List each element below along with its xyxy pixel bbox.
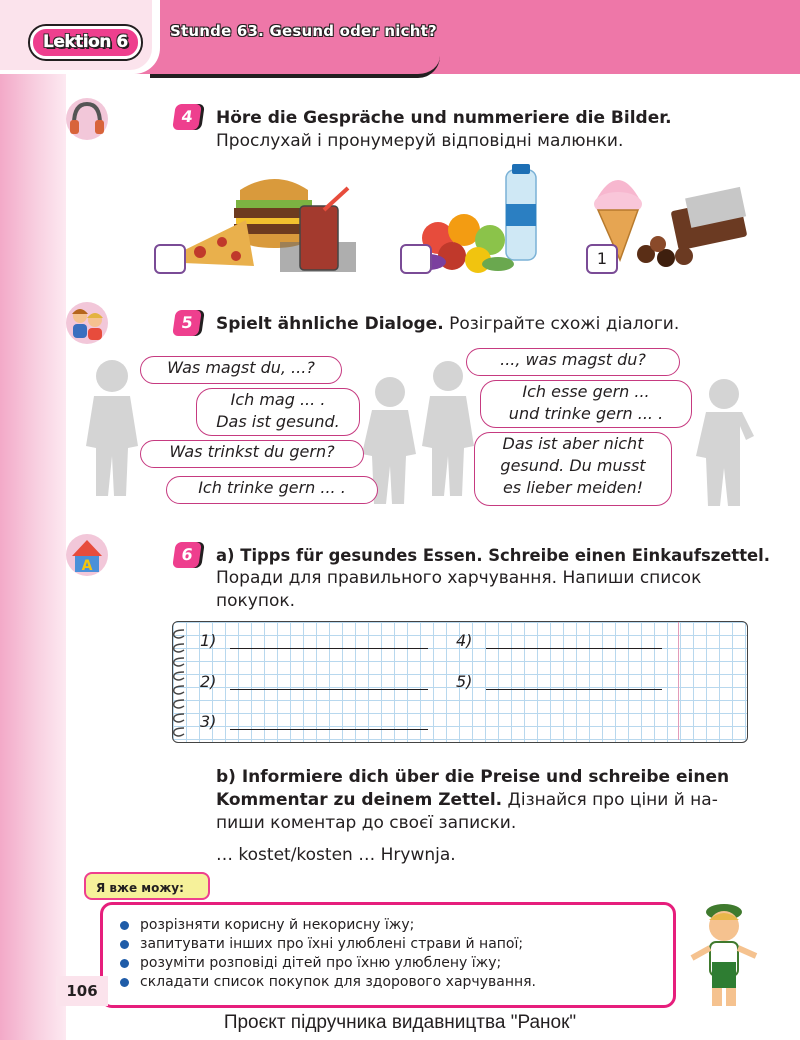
exercise-6b-instructions <box>216 766 752 835</box>
exercise-6a-title <box>216 544 771 613</box>
summary-item-4: складати список покупок для здорового харчування. <box>120 973 660 992</box>
exercise-5-title <box>216 313 756 336</box>
exercise-4-title-de <box>216 107 750 130</box>
bubble-right-3-line-2: gesund. Du musst <box>500 456 646 475</box>
boy-mascot-illustration <box>684 900 764 1010</box>
exercise-5-title-de: Spielt ähnliche Dialoge. <box>216 314 444 334</box>
exercise-5-title-uk: Розіграйте схожі діалоги. <box>449 314 680 334</box>
summary-item-3: розуміти розповіді дітей про їхню улюблену їжу; <box>120 954 660 973</box>
answer-box-3[interactable]: 1 <box>586 244 618 274</box>
notebook-spiral <box>168 624 190 742</box>
bubble-right-3 <box>474 432 672 506</box>
footer-text: Проєкт підручника видавництва "Ранок" <box>223 1012 577 1033</box>
answer-box-1[interactable] <box>154 244 186 274</box>
girl-silhouette-left <box>84 356 146 496</box>
lesson-subtitle: Stunde 63. Gesund oder nicht? <box>170 22 437 40</box>
bubble-right-2-line-1: Ich esse gern ... <box>522 382 650 401</box>
list-line-2[interactable] <box>230 689 428 690</box>
summary-item-2: запитувати інших про їхні улюблені страви й напої; <box>120 935 660 954</box>
exercise-4-number: 4 <box>172 104 202 130</box>
list-line-4[interactable] <box>486 648 662 649</box>
exercise-6a-title-uk-line2: покупок. <box>216 591 296 611</box>
exercise-6a-title-de: a) Tipps für gesundes Essen. Schreibe einen Einkaufszettel. <box>216 546 771 565</box>
list-number-1: 1) <box>200 631 217 650</box>
bubble-left-1: Was magst du, ...? <box>140 356 342 384</box>
svg-text:A: A <box>81 558 93 574</box>
headphones-icon <box>64 96 110 142</box>
exercise-4-title <box>216 107 750 153</box>
exercise-6-number: 6 <box>172 542 202 568</box>
summary-item-1: розрізняти корисну й некорисну їжу; <box>120 916 660 935</box>
alphabet-house-icon <box>64 532 110 578</box>
list-line-3[interactable] <box>230 729 428 730</box>
exercise-6b-line1 <box>216 766 752 789</box>
bubble-right-3-line-1: Das ist aber nicht <box>502 434 644 453</box>
summary-label: Я вже можу: <box>84 872 210 900</box>
exercise-4-title-de-text: Höre die Gespräche und nummeriere die Bilder. <box>216 108 672 128</box>
list-line-5[interactable] <box>486 689 662 690</box>
list-number-4: 4) <box>456 631 473 650</box>
list-number-5: 5) <box>456 672 473 691</box>
list-number-3: 3) <box>200 712 217 731</box>
exercise-4-title-uk: Прослухай і пронумеруй відповідні малюнки. <box>216 131 624 151</box>
exercise-6b-line2 <box>216 789 752 812</box>
bubble-right-2-line-2: und trinke gern ... . <box>508 404 664 423</box>
bubble-right-3-line-3: es lieber meiden! <box>502 478 644 497</box>
exercise-6b-example: … kostet/kosten … Hrywnja. <box>216 845 456 865</box>
answer-box-2[interactable] <box>400 244 432 274</box>
list-number-2: 2) <box>200 672 217 691</box>
bubble-left-3: Was trinkst du gern? <box>140 440 364 468</box>
exercise-6a-title-uk-line1-text: Поради для правильного харчування. Напиши список <box>216 568 702 588</box>
exercise-6b-line3: пиши коментар до своєї записки. <box>216 813 517 833</box>
page-number: 106 <box>56 976 108 1006</box>
bubble-left-2 <box>196 388 360 436</box>
bubble-right-1: ..., was magst du? <box>466 348 680 376</box>
exercise-6b-line2-de: Kommentar zu deinem Zettel. <box>216 790 503 810</box>
list-line-1[interactable] <box>230 648 428 649</box>
lesson-label: Lektion 6 <box>30 26 141 59</box>
bubble-left-2-line-2: Das ist gesund. <box>216 412 340 431</box>
bubble-left-2-line-1: Ich mag ... . <box>230 390 326 409</box>
bubble-left-4: Ich trinke gern ... . <box>166 476 378 504</box>
left-margin-strip <box>0 70 66 1040</box>
notebook-margin-line <box>678 622 679 740</box>
bubble-right-2 <box>480 380 692 428</box>
exercise-5-number: 5 <box>172 310 202 336</box>
summary-list <box>120 916 660 992</box>
children-dialog-icon <box>64 300 110 346</box>
exercise-6b-line2-uk: Дізнайся про ціни й на- <box>502 790 718 810</box>
exercise-6b-line1-text: b) Informiere dich über die Preise und schreibe einen <box>216 767 730 787</box>
exercise-6a-title-uk-line1 <box>216 567 752 590</box>
header-band-right <box>440 0 800 70</box>
girl-silhouette-right <box>420 356 478 496</box>
boy-silhouette-right <box>694 376 756 506</box>
